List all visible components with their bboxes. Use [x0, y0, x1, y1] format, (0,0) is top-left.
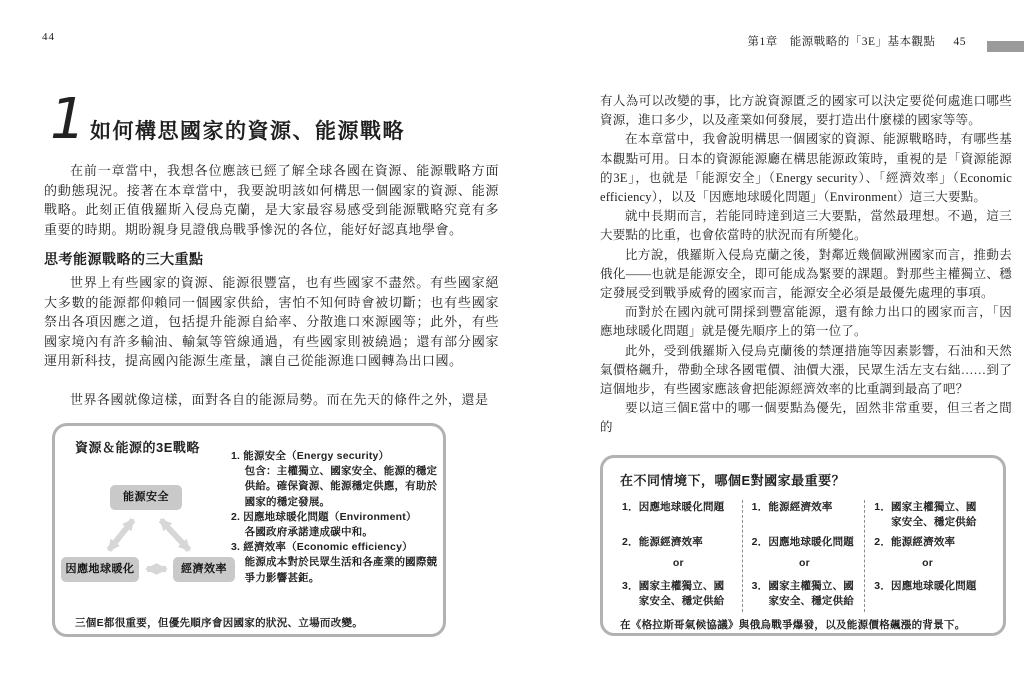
comparison-columns [620, 500, 988, 612]
priority-item: 1．國家主權獨立、國家安全、穩定供給 [874, 501, 977, 528]
priority-item: 3．國家主權獨立、國家安全、穩定供給 [622, 580, 725, 607]
paragraph-text: 要以這三個E當中的哪一個要點為優先，固然非常重要，但三者之間的 [600, 401, 1012, 435]
chapter-title: 如何構思國家的資源、能源戰略 [90, 119, 405, 143]
priority-comparison-box [600, 455, 1006, 636]
comparison-column-1 [620, 500, 743, 612]
figure-3e-list [231, 449, 439, 586]
priority-item: 3．因應地球暖化問題 [874, 580, 977, 592]
paragraph-text: 而對於在國內就可開採到豐富能源，還有餘力出口的國家而言，「因應地球暖化問題」就是優先順序上的第一位了。 [600, 305, 1012, 339]
figure-title: 資源＆能源的3E戰略 [75, 440, 200, 455]
paragraph-text: 有人為可以改變的事，比方說資源匱乏的國家可以決定要從何處進口哪些資源，進口多少，以及產業如何發展，要打造出什麼樣的國家等等。 [600, 94, 1012, 128]
comparison-column-2 [743, 500, 866, 612]
right-page-number: 45 [953, 36, 966, 48]
or-label: or [799, 557, 810, 569]
comparison-box-note: 在《格拉斯哥氣候協議》與俄烏戰爭爆發，以及能源價格飆漲的背景下。 [620, 619, 966, 631]
paragraph-text: 比方說，俄羅斯入侵烏克蘭之後，對鄰近幾個歐洲國家而言，推動去俄化——也就是能源安全，即可能成為緊要的課題。對那些主權獨立、穩定發展受到戰爭威脅的國家而言，能源安全必須是最優先處理的事項。 [600, 247, 1012, 301]
list-item-2 [231, 510, 439, 540]
or-label: or [922, 557, 934, 569]
or-label: or [672, 557, 684, 569]
paragraph-text: 世界上有些國家的資源、能源很豐富，也有些國家不盡然。有些國家絕大多數的能源都仰賴同一個國家供給，害怕不知何時會被切斷；也有些國家祭出各項因應之道，包括提升能源自給率、分散進口來源國等；此外，有些國家境內有許多輸油、輸氣等管線通過，有些國家則被繞過；還有部分國家運用新科技，提高國內能源生產量，讓自己從能源進口國轉為出口國。 [44, 275, 499, 368]
node-economic-efficiency: 經濟效率 [173, 557, 235, 582]
left-paragraph-3 [44, 390, 499, 410]
list-item-title: 1. 能源安全（Energy security） [231, 450, 390, 462]
comparison-box-title: 在不同情境下，哪個E對國家最重要？ [620, 473, 846, 488]
priority-item: 2．能源經濟效率 [874, 536, 956, 548]
paragraph-text: 就中長期而言，若能同時達到這三大要點，當然最理想。不過，這三大要點的比重，也會依當時的狀況而有所變化。 [600, 209, 1012, 243]
chapter-number: 1 [50, 87, 86, 152]
paragraph-text: 此外，受到俄羅斯入侵烏克蘭後的禁運措施等因素影響，石油和天然氣價格飆升，帶動全球各國電價、油價大漲，民眾生活左支右絀……到了這個地步，有些國家應該會把能源經濟效率的比重調到最高了吧？ [600, 343, 1012, 397]
list-item-body: 各國政府承諾達成碳中和。 [244, 526, 374, 539]
list-item-3 [231, 540, 439, 586]
comparison-column-3 [865, 500, 988, 612]
running-head [747, 33, 966, 49]
list-item-1 [231, 449, 439, 510]
left-page-number: 44 [42, 31, 55, 43]
paragraph-text: 世界各國就像這樣，面對各自的能源局勢。而在先天的條件之外，還是 [70, 392, 489, 407]
chapter-edge-tab [987, 41, 1024, 52]
priority-item: 1．因應地球暖化問題 [622, 501, 725, 513]
paragraph-text: 在前一章當中，我想各位應該已經了解全球各國在資源、能源戰略方面的動態現況。接著在本章當中，我要說明該如何構思一個國家的資源、能源戰略。此刻正值俄羅斯入侵烏克蘭，是大家最容易感受到能源戰略究竟有多重要的時期。期盼親身見證俄烏戰爭慘況的各位，能好好認真地學會。 [44, 163, 499, 237]
running-head-title: 第1章 能源戰略的「3E」基本觀點 [747, 36, 936, 48]
figure-note: 三個E都很重要，但優先順序會因國家的狀況、立場而改變。 [75, 617, 364, 629]
priority-item: 2．能源經濟效率 [622, 536, 703, 548]
node-global-warming: 因應地球暖化 [61, 557, 139, 582]
priority-item: 3．國家主權獨立、國家安全、穩定供給 [751, 580, 855, 607]
list-item-title: 2. 因應地球暖化問題（Environment） [231, 510, 417, 523]
priority-item: 1．能源經濟效率 [751, 501, 833, 513]
left-paragraph-1 [44, 161, 499, 239]
paragraph-text: 在本章當中，我會說明構思一個國家的資源、能源戰略時，有哪些基本觀點可用。日本的資源能源廳在構思能源政策時，重視的是「資源能源的3E」，也就是「能源安全」（Energy security）、「經濟效率」（Economic efficiency），以及「因應地球暖化問題」（Environment）這三大要點。 [600, 132, 1012, 205]
list-item-body: 能源成本對於民眾生活和各產業的國際競爭力影響甚鉅。 [244, 556, 438, 584]
list-item-body: 包含：主權獨立、國家安全、能源的穩定供給。確保資源、能源穩定供應，有助於國家的穩定發展。 [244, 465, 438, 508]
list-item-title: 3. 經濟效率（Economic efficiency） [231, 541, 413, 554]
figure-3e-strategy-box [52, 423, 446, 637]
section-heading: 思考能源戰略的三大重點 [44, 251, 204, 267]
node-energy-security: 能源安全 [110, 485, 182, 510]
left-paragraph-2 [44, 273, 499, 371]
priority-item: 2．因應地球暖化問題 [751, 536, 854, 548]
right-body-text [600, 92, 1012, 438]
